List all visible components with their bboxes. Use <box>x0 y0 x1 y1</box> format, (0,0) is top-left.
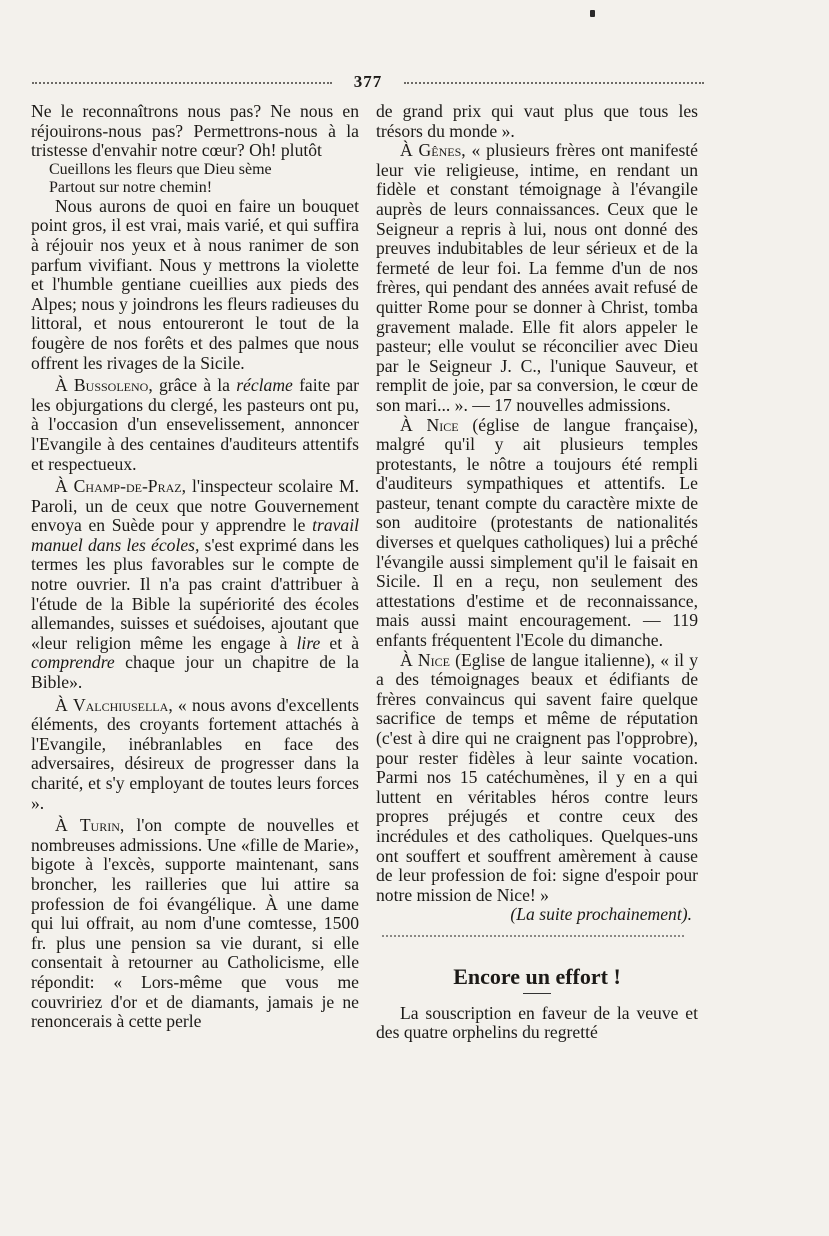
paragraph: La souscription en faveur de la veuve et des quatre orphelins du regretté <box>376 1002 698 1043</box>
right-column <box>376 102 698 1043</box>
place-name: Turin <box>79 815 120 836</box>
print-speck <box>590 10 595 17</box>
place-name: Valchiusella <box>72 694 169 715</box>
left-column <box>31 102 359 1032</box>
header-rule-left <box>32 82 332 84</box>
paragraph-turin: À Turin, l'on compte de nouvelles et nombreuses admissions. Une «fille de Marie», bigote à l'excès, supporte maintenant, sans broncher, les railleries que lui attire sa profession de foi évangélique. À une dame qui lui offrait, au nom d'une comtesse, 1500 fr. plus une pension sa vie durant, si elle consentait à retourner au Catholicisme, elle répondit: « Lors-même que vous me couvririez d'or et de diamants, jamais je ne renoncerais à cette perle <box>31 815 359 1032</box>
paragraph: Nous aurons de quoi en faire un bouquet point gros, il est vrai, mais varié, et qui suffira à réjouir nos yeux et à nous ranimer de son parfum vivifiant. Nous y mettrons la violette et l'humble gentiane cueillies aux pieds des Alpes; nous y joindrons les fleurs radieuses du littoral, et nous entoureront le tout de la fougère de nos forêts et des palmes que nous offrent les rivages de la Sicile. <box>31 195 359 373</box>
paragraph-nice-french: À Nice (église de langue française), malgré qu'il y ait plusieurs temples protestants, le nôtre a toujours été rempli d'auditeurs sympathiques et attentifs. Le pasteur, tenant compte du caractère mixte de son auditoire (protestants de nationalités diverses et quelques catholiques) lui a prêché l'évangile aussi simplement qu'il le faisait en Sicile. Il en a reçu, non seulement des attestations d'estime et de reconnaissance, mais aussi maint encouragement. — 119 enfants fréquentent l'Ecole du dimanche. <box>376 414 698 651</box>
paragraph-genes: À Gênes, « plusieurs frères ont manifesté leur vie religieuse, intime, en rendant un fidèle et constant témoignage à l'évangile auprès de leurs connaissances. Ceux que le Seigneur a repris à lui, nous ont donné des preuves indubitables de leur sérieux et de la fermeté de leur foi. La femme d'un de nos frères, qui pendant des années avait refusé de quitter Rome pour se donner à Christ, tomba gravement malade. Elle fit alors appeler le pasteur; elle voulut se réconcilier avec Dieu par le Seigneur J. C., l'unique Sauveur, et remplit de joie, par sa conversion, le cœur de son mari... ». — 17 nouvelles admissions. <box>376 140 698 415</box>
place-name: Nice <box>426 414 459 435</box>
poem-line: Partout sur notre chemin! <box>49 178 213 196</box>
place-name: Champ-de-Praz <box>73 476 182 497</box>
paragraph-valchiusella: À Valchiusella, « nous avons d'excellents éléments, des croyants fortement attachés à l'Evangile, inébranlables en face des adversaires, désireux de progresser dans la charité, et s'y employant de toutes leurs forces ». <box>31 694 359 813</box>
place-name: Nice <box>417 649 450 670</box>
paragraph: de grand prix qui vaut plus que tous les trésors du monde ». <box>376 101 698 141</box>
section-title: Encore un effort ! <box>453 963 621 989</box>
paragraph: Ne le reconnaîtrons nous pas? Ne nous en réjouirons-nous pas? Permettrons-nous à la tristesse d'envahir notre cœur? Oh! plutôt <box>31 101 359 161</box>
header-rule-right <box>404 82 704 84</box>
paragraph-bussoleno: À Bussoleno, grâce à la réclame faite par les objurgations du clergé, les pasteurs ont pu, à l'occasion d'un ensevelissement, annoncer l'Evangile à des centaines d'auditeurs attentifs et respectueux. <box>31 375 359 474</box>
page-number: 377 <box>353 72 383 91</box>
place-name: Bussoleno <box>73 375 149 396</box>
continuation-note: (La suite prochainement). <box>510 904 692 925</box>
place-name: Gênes <box>418 140 462 161</box>
paragraph-nice-italian: À Nice (Eglise de langue italienne), « il y a des témoignages beaux et édifiants de frères convaincus qui savent faire quelque sacrifice de temps et même de réputation (c'est à dire qui ne craignent pas l'opprobre), pour rester fidèles à leur sainte vocation. Parmi nos 15 catéchumènes, il y en a qui luttent en véritables héros contre leurs propres préjugés et contre ceux des incrédules et des catholiques. Quelques-uns ont souffert et souffrent amèrement à cause de leur profession de foi: signe d'espoir pour notre mission de Nice! » <box>376 649 698 905</box>
page-header <box>32 72 704 92</box>
poem-line: Cueillons les fleurs que Dieu sème <box>49 160 272 178</box>
section-divider <box>382 935 684 937</box>
title-underline <box>523 993 551 994</box>
paragraph-champ-de-praz: À Champ-de-Praz, l'inspecteur scolaire M. Paroli, un de ceux que notre Gouvernement envoya en Suède pour y apprendre le travail manuel dans les écoles, s'est exprimé dans les termes les plus favorables sur le compte de notre ouvrier. Il n'a pas craint d'attribuer à l'étude de la Bible la supériorité des écoles allemandes, suisses et suédoises, ajoutant que «leur religion même les engage à lire et à comprendre chaque jour un chapitre de la Bible». <box>31 476 360 693</box>
